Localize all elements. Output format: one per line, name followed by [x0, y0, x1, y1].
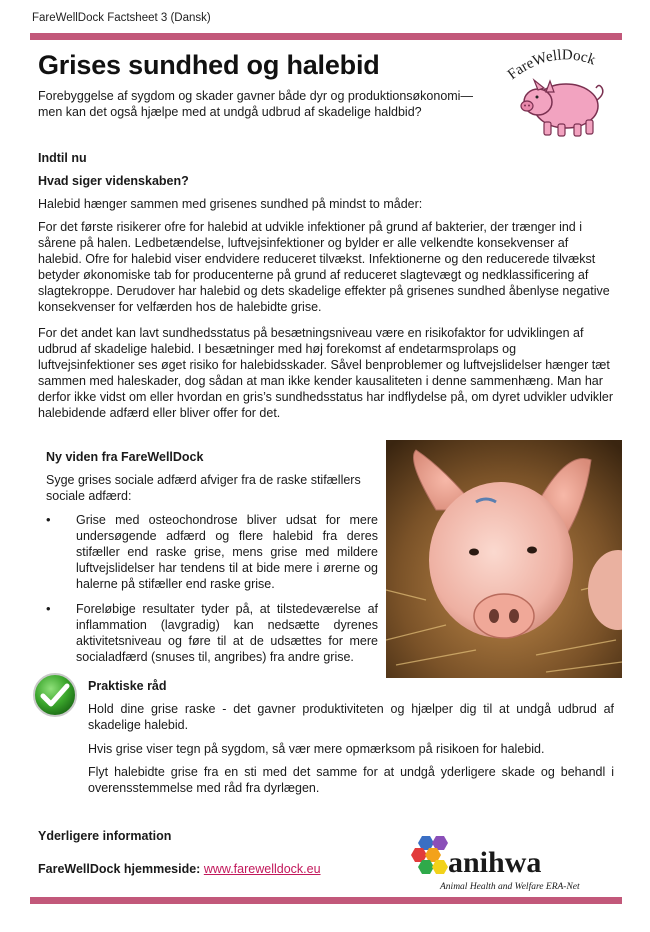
logo-text: FareWellDock [504, 47, 598, 84]
pig-photo [386, 440, 622, 678]
anihwa-tagline: Animal Health and Welfare ERA-Net [440, 882, 580, 892]
list-item [46, 601, 378, 665]
checkmark-icon [32, 672, 78, 718]
section-heading-until-now: Indtil nu [38, 151, 87, 165]
homepage-label: FareWellDock hjemmeside: [38, 862, 204, 876]
paragraph-first: For det første risikerer ofre for halebid at udvikle infektioner på grund af bakterier, der trænger ind i sårene på halen. Ledbetændelse, luftvejsinfektioner og bylder er alle velkendte konsekvenser af halebid. Ofre for halebid viser endvidere reduceret tilvækst. Infektionerne og den reducerede tilvækst betyder økonomiske tab for producenterne på grund af reduceret slagtevægt og nedklassificering af slagtekroppe. Derudover har halebid og dets skadelige effekter på grisenes sundhed åbenlyse negative konsekvenser for velfærden hos de halebidte grise. [38, 220, 610, 314]
bullet-text: Foreløbige resultater tyder på, at tilstedeværelse af inflammation (lavgradig) kan nedsætte dyrenes aktivitetsniveau og føre til at de udsættes for mere socialadfærd (snuses til, angribes) fra andre grise. [76, 602, 378, 664]
farewelldock-logo [500, 40, 620, 140]
new-knowledge-intro: Syge grises sociale adfærd afviger fra de raske stifællers sociale adfærd: [46, 473, 361, 503]
page-title: Grises sundhed og halebid [38, 50, 380, 80]
factsheet-label: FareWellDock Factsheet 3 (Dansk) [32, 12, 211, 24]
practical-item: Flyt halebidte grise fra en sti med det samme for at undgå yderligere skade og behandl i overensstemmelse med råd fra dyrlægen. [88, 765, 614, 795]
paragraph-intro: Halebid hænger sammen med grisenes sundhed på mindst to måder: [38, 197, 423, 211]
pig-photo-image [386, 440, 622, 678]
hexagon-cluster-icon [411, 836, 448, 874]
anihwa-name: anihwa [448, 846, 542, 879]
bottom-accent-bar [30, 897, 622, 904]
practical-item: Hold dine grise raske - det gavner produktiviteten og hjælper dig til at undgå udbrud af skadelige halebid. [88, 702, 614, 732]
list-item [46, 512, 378, 592]
practical-heading: Praktiske råd [88, 679, 167, 693]
paragraph-second: For det andet kan lavt sundhedsstatus på besætningsniveau være en risikofaktor for udviklingen af udbrud af skadelige halebid. I besætninger med høj forekomst af endetarmsprolaps og luftvejsinfektioner ses øget risiko for halebidsskader. Såvel benproblemer og luftvejslidelser hænger tæt sammen med haleskader, dog sådan at man ikke kender kausaliteten i denne sammenhæng. Man har derfor ikke vidst om eller hvordan en gris’s sundhedsstatus har indflydelse på, om dyret udvikler udvikler halebidende adfærd eller bliver offer for det. [38, 326, 614, 420]
homepage-line [38, 861, 321, 877]
pig-icon [521, 80, 603, 136]
bullet-marker: • [46, 601, 51, 616]
more-info-heading: Yderligere information [38, 829, 172, 843]
homepage-link[interactable]: www.farewelldock.eu [203, 862, 321, 876]
page-subtitle: Forebyggelse af sygdom og skader gavner både dyr og produktionsøkonomi— men kan det også hjælpe med at undgå udbrud af skadelige haldbid? [38, 89, 473, 119]
bullet-text: Grise med osteochondrose bliver udsat for mere undersøgende adfærd og flere halebid fra deres stifæller end raske grise, mens grise med mildere luftvejslidelser har tendens til at bide mere i ørerne og halerne på stifæller end raske grise. [76, 513, 378, 591]
new-knowledge-heading: Ny viden fra FareWellDock [46, 450, 204, 464]
anihwa-logo [410, 832, 625, 894]
bullet-marker: • [46, 512, 51, 527]
practical-item: Hvis grise viser tegn på sygdom, så vær mere opmærksom på risikoen for halebid. [88, 742, 545, 756]
section-heading-science: Hvad siger videnskaben? [38, 174, 189, 188]
top-accent-bar [30, 33, 622, 40]
